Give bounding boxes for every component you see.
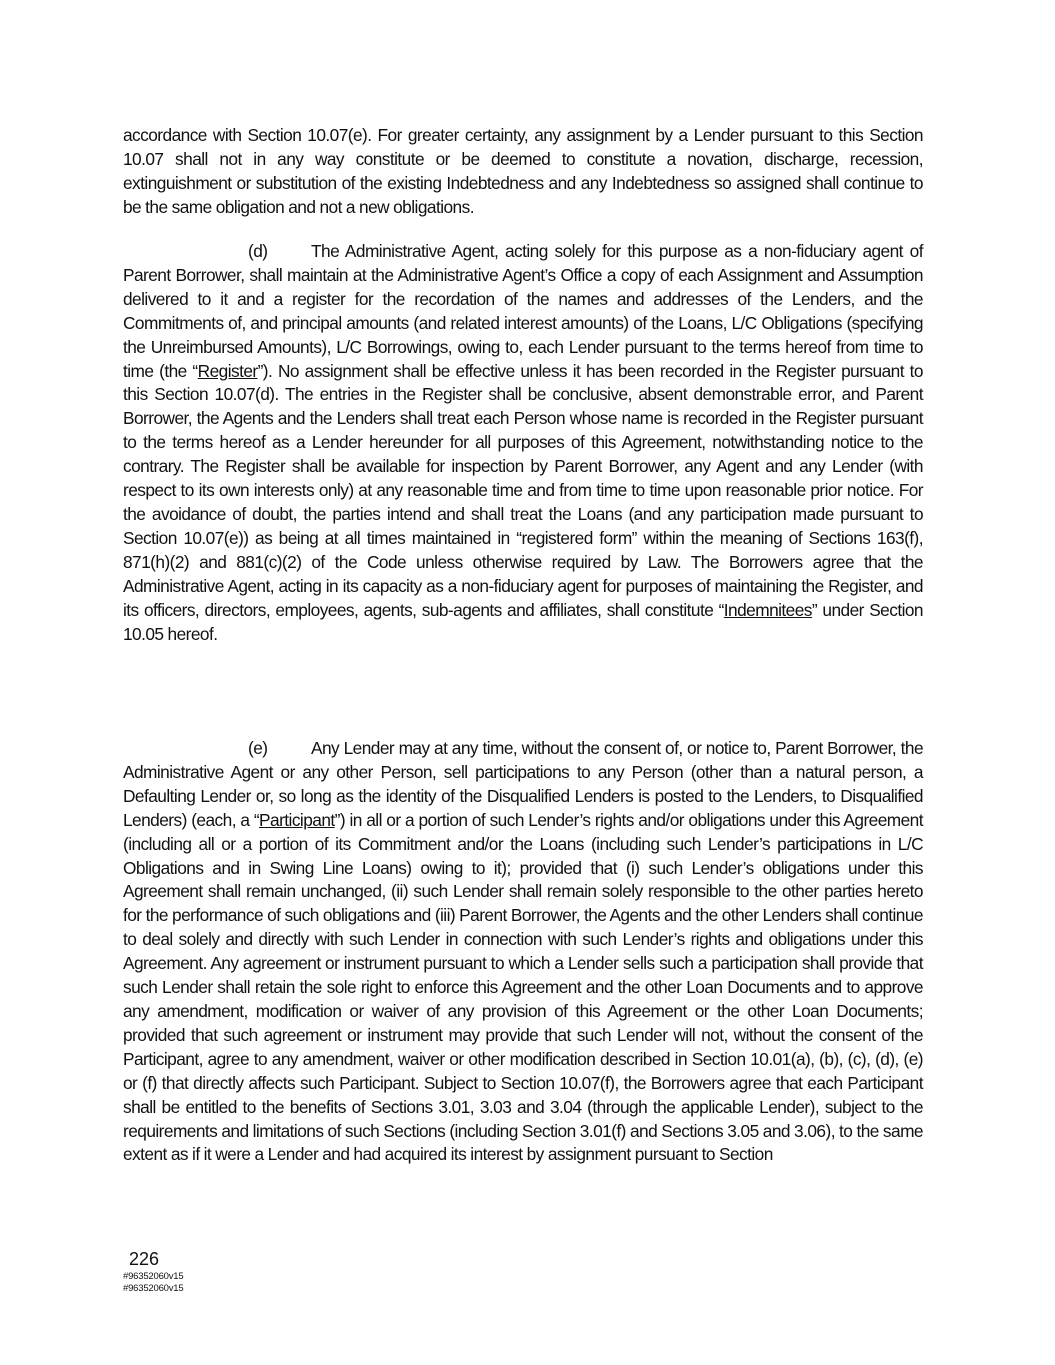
paragraph-marker: (e) — [248, 738, 268, 758]
paragraph-text: Any Lender may at any time, without the consent of, or notice to, Parent Borrower, the Administrative Agent or any other Person, sell participations to any Person (other than a natural person, a Defaulting Lender or, so long as the identity of the Disqualified Lenders is posted to the Lenders, to Disqualified Lenders) (each, a “ — [123, 738, 923, 830]
paragraph-text: ”). No assignment shall be effective unless it has been recorded in the Register pursuant to this Section 10.07(d). The entries in the Register shall be conclusive, absent demonstrable error, and Parent Borrower, the Agents and the Lenders shall treat each Person whose name is recorded in the Register pursuant to the terms hereof as a Lender hereunder for all purposes of this Agreement, notwithstanding notice to the contrary. The Register shall be available for inspection by Parent Borrower, any Agent and any Lender (with respect to its own interests only) at any reasonable time and from time to time upon reasonable prior notice. For the avoidance of doubt, the parties intend and shall treat the Loans (and any participation made pursuant to Section 10.07(e)) as being at all times maintained in “registered form” within the meaning of Sections 163(f), 871(h)(2) and 881(c)(2) of the Code unless otherwise required by Law. The Borrowers agree that the Administrative Agent, acting in its capacity as a non-fiduciary agent for purposes of maintaining the Register, and its officers, directors, employees, agents, sub-agents and affiliates, shall constitute “ — [123, 360, 923, 620]
paragraph-marker: (d) — [248, 241, 268, 261]
paragraph-d — [123, 240, 923, 646]
paragraph-e — [123, 737, 923, 1167]
paragraph-text: ”) in all or a portion of such Lender’s rights and/or obligations under this Agreement (including all or a portion of its Commitment and/or the Loans (including such Lender’s participations in L/C Obligations and in Swing Line Loans) owing to it); provided that (i) such Lender’s obligations under this Agreement shall remain unchanged, (ii) such Lender shall remain solely responsible to the other parties hereto for the performance of such obligations and (iii) Parent Borrower, the Agents and the other Lenders shall continue to deal solely and directly with such Lender in connection with such Lender’s rights and obligations under this Agreement. Any agreement or instrument pursuant to which a Lender sells such a participation shall provide that such Lender shall retain the sole right to enforce this Agreement and the other Loan Documents and to approve any amendment, modification or waiver of any provision of this Agreement or the other Loan Documents; provided that such agreement or instrument may provide that such Lender will not, without the consent of the Participant, agree to any amendment, waiver or other modification described in Section 10.01(a), (b), (c), (d), (e) or (f) that directly affects such Participant. Subject to Section 10.07(f), the Borrowers agree that each Participant shall be entitled to the benefits of Sections 3.01, 3.03 and 3.04 (through the applicable Lender), subject to the requirements and limitations of such Sections (including Section 3.01(f) and Sections 3.05 and 3.06), to the same extent as if it were a Lender and had acquired its interest by assignment pursuant to Section — [123, 809, 923, 1165]
document-id: #96352060v15 — [123, 1283, 184, 1294]
paragraph-text: The Administrative Agent, acting solely for this purpose as a non-fiduciary agent of Parent Borrower, shall maintain at the Administrative Agent’s Office a copy of each Assignment and Assumption delivered to it and a register for the recordation of the names and addresses of the Lenders, and the Commitments of, and principal amounts (and related interest amounts) of the Loans, L/C Obligations (specifying the Unreimbursed Amounts), L/C Borrowings, owing to, each Lender pursuant to the terms hereof from time to time (the “ — [123, 241, 923, 381]
paragraph-text: ” under Section 10.05 hereof. — [123, 599, 923, 644]
paragraph-continuation — [123, 124, 923, 220]
defined-term-participant: Participant — [259, 809, 335, 830]
defined-term-indemnitees: Indemnitees — [723, 599, 812, 620]
page-number: 226 — [129, 1249, 160, 1269]
defined-term-register: Register — [197, 360, 258, 381]
document-id: #96352060v15 — [123, 1271, 184, 1282]
paragraph-text: accordance with Section 10.07(e). For greater certainty, any assignment by a Lender pursuant to this Section 10.07 shall not in any way constitute or be deemed to constitute a novation, discharge, recession, extinguishment or substitution of the existing Indebtedness and any Indebtedness so assigned shall continue to be the same obligation and not a new obligations. — [123, 125, 923, 217]
